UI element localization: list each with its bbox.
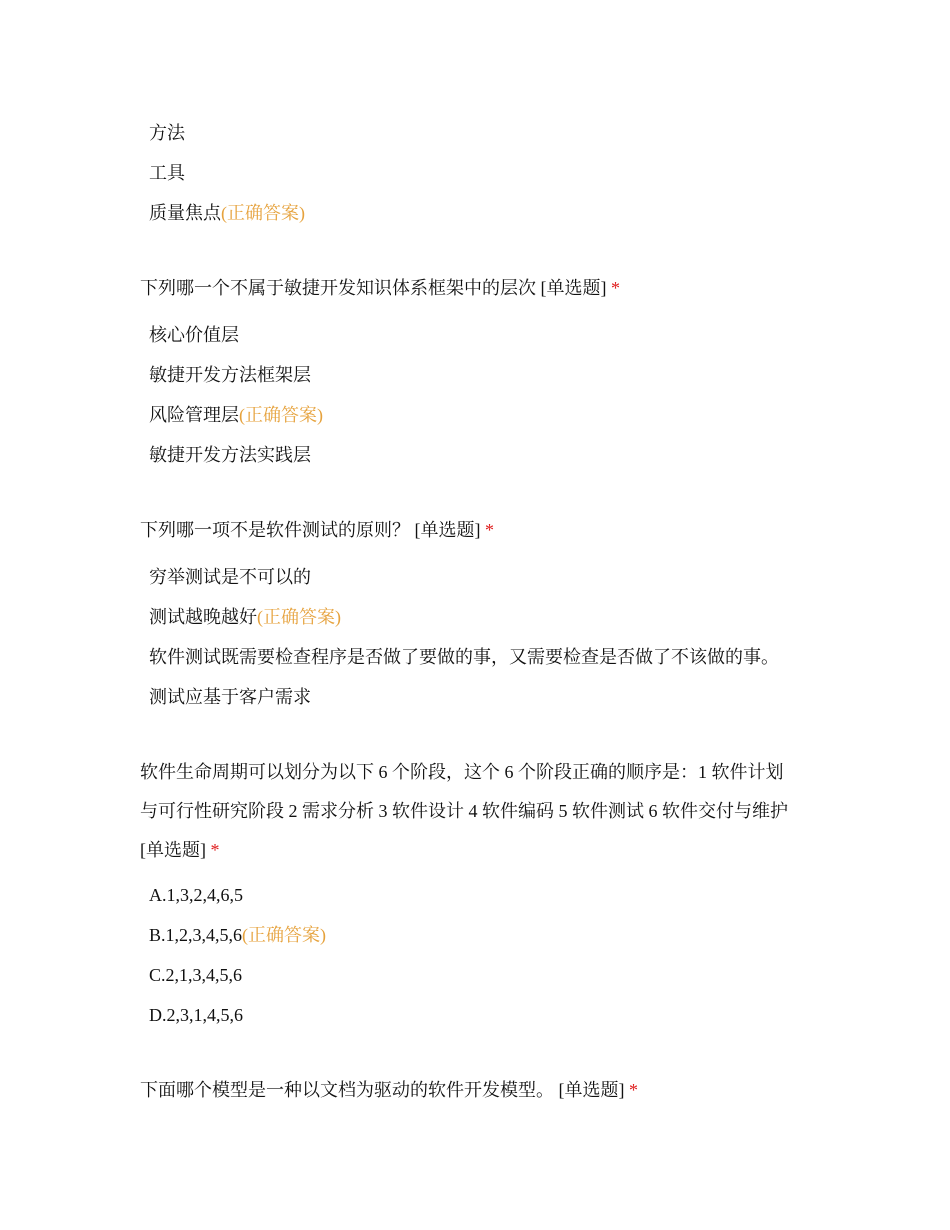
option-text: B.1,2,3,4,5,6 [149, 925, 243, 945]
option [149, 161, 185, 185]
required-mark: * [485, 520, 494, 540]
question-title [140, 1070, 820, 1110]
option-text: 测试应基于客户需求 [149, 687, 311, 707]
required-mark: * [629, 1080, 638, 1100]
option-text: 敏捷开发方法框架层 [149, 365, 311, 385]
option-text: 软件测试既需要检查程序是否做了要做的事，又需要检查是否做了不该做的事。 [149, 647, 779, 667]
option-text: 质量焦点 [149, 203, 221, 223]
option [149, 685, 311, 709]
option [149, 121, 185, 145]
question-title-line [140, 752, 820, 792]
option-correct [149, 201, 305, 225]
question-text: 下列哪一个不属于敏捷开发知识体系框架中的层次 [单选题] [140, 278, 607, 298]
option [149, 323, 239, 347]
option-text: 核心价值层 [149, 325, 239, 345]
correct-answer-label: (正确答案) [257, 607, 341, 627]
option-text: 测试越晚越好 [149, 607, 257, 627]
option-text: 穷举测试是不可以的 [149, 567, 311, 587]
option-text: C.2,1,3,4,5,6 [149, 965, 243, 985]
question-text: 软件生命周期可以划分为以下 6 个阶段，这个 6 个阶段正确的顺序是：1 软件计划 [140, 762, 784, 782]
option [149, 565, 311, 589]
question-title [140, 268, 820, 308]
question-title-line [140, 830, 820, 870]
option-text: 工具 [149, 163, 185, 183]
question-text: [单选题] [140, 840, 206, 860]
option-correct [149, 605, 341, 629]
option-correct [149, 923, 326, 947]
correct-answer-label: (正确答案) [239, 405, 323, 425]
question-title-line [140, 791, 820, 831]
option [149, 883, 243, 907]
option-text: 敏捷开发方法实践层 [149, 445, 311, 465]
question-text: 下面哪个模型是一种以文档为驱动的软件开发模型。 [单选题] [140, 1080, 625, 1100]
option [149, 645, 779, 669]
option-correct [149, 403, 323, 427]
correct-answer-label: (正确答案) [221, 203, 305, 223]
option [149, 1003, 243, 1027]
option-text: 方法 [149, 123, 185, 143]
question-text: 下列哪一项不是软件测试的原则？ [单选题] [140, 520, 481, 540]
option [149, 963, 242, 987]
option-text: D.2,3,1,4,5,6 [149, 1005, 243, 1025]
required-mark: * [210, 840, 220, 860]
option [149, 363, 311, 387]
option-text: 风险管理层 [149, 405, 239, 425]
option [149, 443, 311, 467]
question-text: 与可行性研究阶段 2 需求分析 3 软件设计 4 软件编码 5 软件测试 6 软件交付与维护 [140, 801, 788, 821]
correct-answer-label: (正确答案) [242, 925, 327, 945]
question-title [140, 510, 820, 550]
required-mark: * [611, 278, 620, 298]
option-text: A.1,3,2,4,6,5 [149, 885, 243, 905]
